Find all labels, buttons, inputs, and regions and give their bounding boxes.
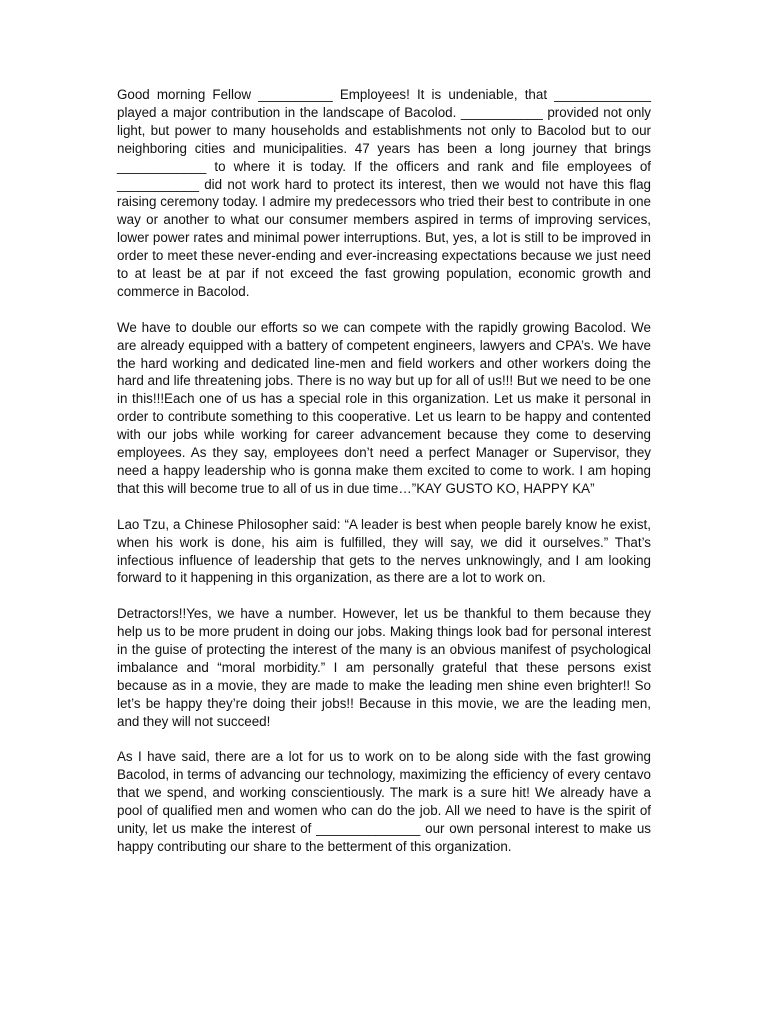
- document-page: [117, 86, 651, 874]
- paragraph-5: As I have said, there are a lot for us to work on to be along side with the fast growing Bacolod, in terms of advancing our technology, maximizing the efficiency of every centavo that we spend, and working conscientiously. The mark is a sure hit! We already have a pool of qualified men and women who can do the job. All we need to have is the spirit of unity, let us make the interest of ______________ our own personal interest to make us happy contributing our share to the betterment of this organization.: [117, 749, 651, 854]
- paragraph-2: We have to double our efforts so we can compete with the rapidly growing Bacolod. We are already equipped with a battery of competent engineers, lawyers and CPA’s. We have the hard working and dedicated line-men and field workers and other workers doing the hard and life threatening jobs. There is no way but up for all of us!!! But we need to be one in this!!!Each one of us has a special role in this organization. Let us make it personal in order to contribute something to this cooperative. Let us learn to be happy and contented with our jobs while working for career advancement because they come to deserving employees. As they say, employees don’t need a perfect Manager or Supervisor, they need a happy leadership who is gonna make them excited to come to work. I am hoping that this will become true to all of us in due time…”KAY GUSTO KO, HAPPY KA”: [117, 319, 651, 496]
- paragraph-1: Good morning Fellow __________ Employees! It is undeniable, that _____________ played a major contribution in the landscape of Bacolod. ___________ provided not only light, but power to many households and establishments not only to Bacolod but to our neighboring cities and municipalities. 47 years has been a long journey that brings ____________ to where it is today. If the officers and rank and file employees of ___________ did not work hard to protect its interest, then we would not have this flag raising ceremony today. I admire my predecessors who tried their best to contribute in one way or another to what our consumer members aspired in terms of improving services, lower power rates and minimal power interruptions. But, yes, a lot is still to be improved in order to meet these never-ending and ever-increasing expectations because we just need to at least be at par if not exceed the fast growing population, economic growth and commerce in Bacolod.: [117, 87, 651, 299]
- paragraph-4: Detractors!!Yes, we have a number. However, let us be thankful to them because they help us to be more prudent in doing our jobs. Making things look bad for personal interest in the guise of protecting the interest of the many is an obvious manifest of psychological imbalance and “moral morbidity.” I am personally grateful that these persons exist because as in a movie, they are made to make the leading men shine even brighter!! So let’s be happy they’re doing their jobs!! Because in this movie, we are the leading men, and they will not succeed!: [117, 606, 651, 729]
- paragraph-3: Lao Tzu, a Chinese Philosopher said: “A leader is best when people barely know he exist, when his work is done, his aim is fulfilled, they will say, we did it ourselves.” That’s infectious influence of leadership that gets to the nerves unknowingly, and I am looking forward to it happening in this organization, as there are a lot to work on.: [117, 516, 651, 586]
